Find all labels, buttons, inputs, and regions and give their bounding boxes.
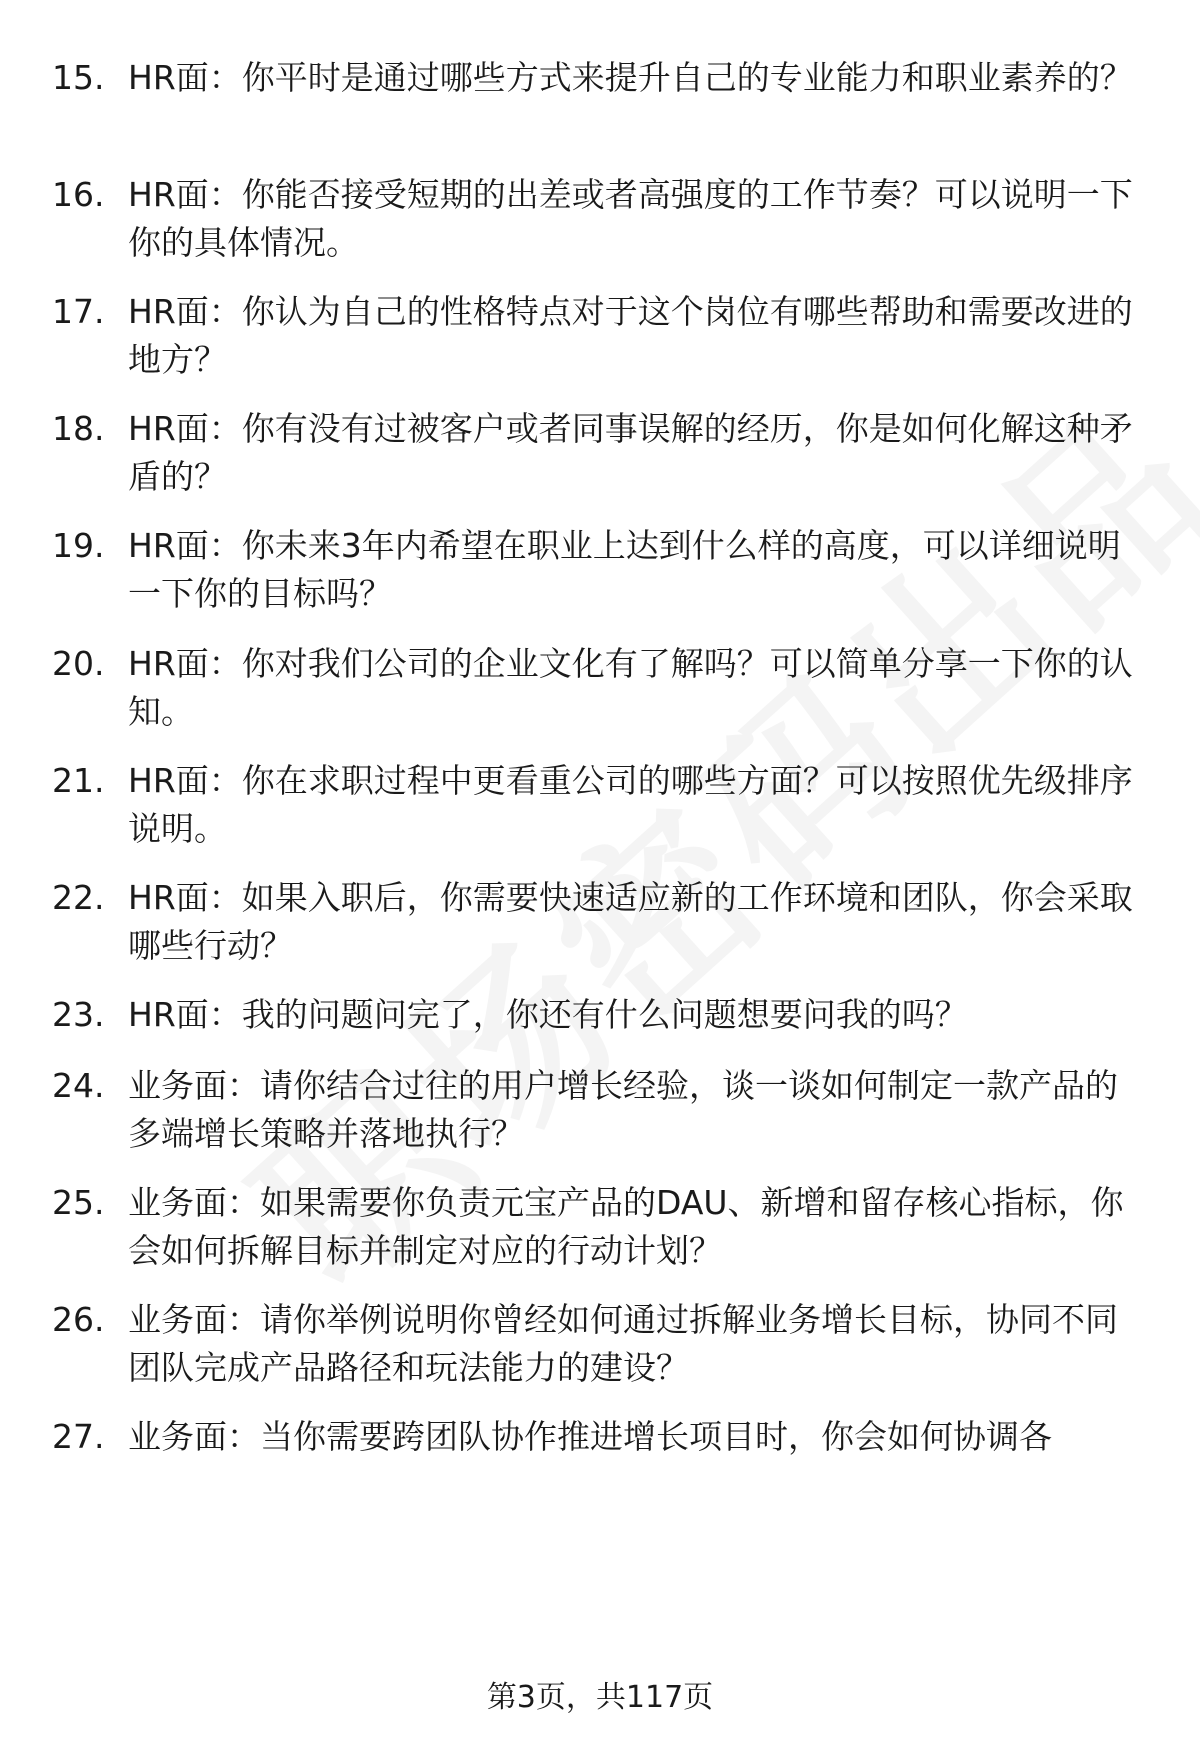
item-text: HR面：你对我们公司的企业文化有了解吗？可以简单分享一下你的认知。 xyxy=(128,644,1133,731)
item-number: 27. xyxy=(52,1417,105,1456)
item-text: 业务面：请你举例说明你曾经如何通过拆解业务增长目标，协同不同团队完成产品路径和玩法能力的建设？ xyxy=(128,1300,1118,1387)
item-number: 22. xyxy=(52,878,105,917)
item-text: HR面：如果入职后，你需要快速适应新的工作环境和团队，你会采取哪些行动？ xyxy=(128,878,1133,965)
item-text: HR面：你平时是通过哪些方式来提升自己的专业能力和职业素养的？ xyxy=(128,58,1133,97)
page-footer: 第3页，共117页 xyxy=(486,1680,714,1715)
item-text: HR面：你认为自己的性格特点对于这个岗位有哪些帮助和需要改进的地方？ xyxy=(128,292,1133,379)
list-item xyxy=(52,757,1152,853)
list-item xyxy=(52,1062,1152,1158)
list-item xyxy=(52,874,1152,970)
item-text: 业务面：当你需要跨团队协作推进增长项目时，你会如何协调各 xyxy=(128,1417,1052,1456)
list-item xyxy=(52,405,1152,501)
item-text: HR面：你有没有过被客户或者同事误解的经历，你是如何化解这种矛盾的？ xyxy=(128,409,1133,496)
list-item xyxy=(52,522,1152,618)
item-text: HR面：我的问题问完了，你还有什么问题想要问我的吗？ xyxy=(128,995,968,1034)
item-number: 20. xyxy=(52,644,105,683)
item-number: 21. xyxy=(52,761,105,800)
item-number: 15. xyxy=(52,58,105,97)
item-text: HR面：你未来3年内希望在职业上达到什么样的高度，可以详细说明一下你的目标吗？ xyxy=(128,526,1121,613)
list-item xyxy=(52,640,1152,736)
list-item xyxy=(52,171,1152,267)
list-item xyxy=(52,54,1152,102)
item-number: 25. xyxy=(52,1183,105,1222)
item-number: 19. xyxy=(52,526,105,565)
item-text: 业务面：请你结合过往的用户增长经验，谈一谈如何制定一款产品的多端增长策略并落地执行？ xyxy=(128,1066,1118,1153)
item-number: 23. xyxy=(52,995,105,1034)
list-item xyxy=(52,1179,1152,1275)
item-number: 26. xyxy=(52,1300,105,1339)
list-item xyxy=(52,1296,1152,1392)
item-text: HR面：你能否接受短期的出差或者高强度的工作节奏？可以说明一下你的具体情况。 xyxy=(128,175,1133,262)
item-number: 17. xyxy=(52,292,105,331)
list-item xyxy=(52,288,1152,384)
list-item xyxy=(52,991,1152,1039)
item-number: 16. xyxy=(52,175,105,214)
item-text: HR面：你在求职过程中更看重公司的哪些方面？可以按照优先级排序说明。 xyxy=(128,761,1133,848)
item-number: 24. xyxy=(52,1066,105,1105)
item-number: 18. xyxy=(52,409,105,448)
list-item xyxy=(52,1413,1152,1461)
item-text: 业务面：如果需要你负责元宝产品的DAU、新增和留存核心指标，你会如何拆解目标并制定对应的行动计划？ xyxy=(128,1183,1124,1270)
